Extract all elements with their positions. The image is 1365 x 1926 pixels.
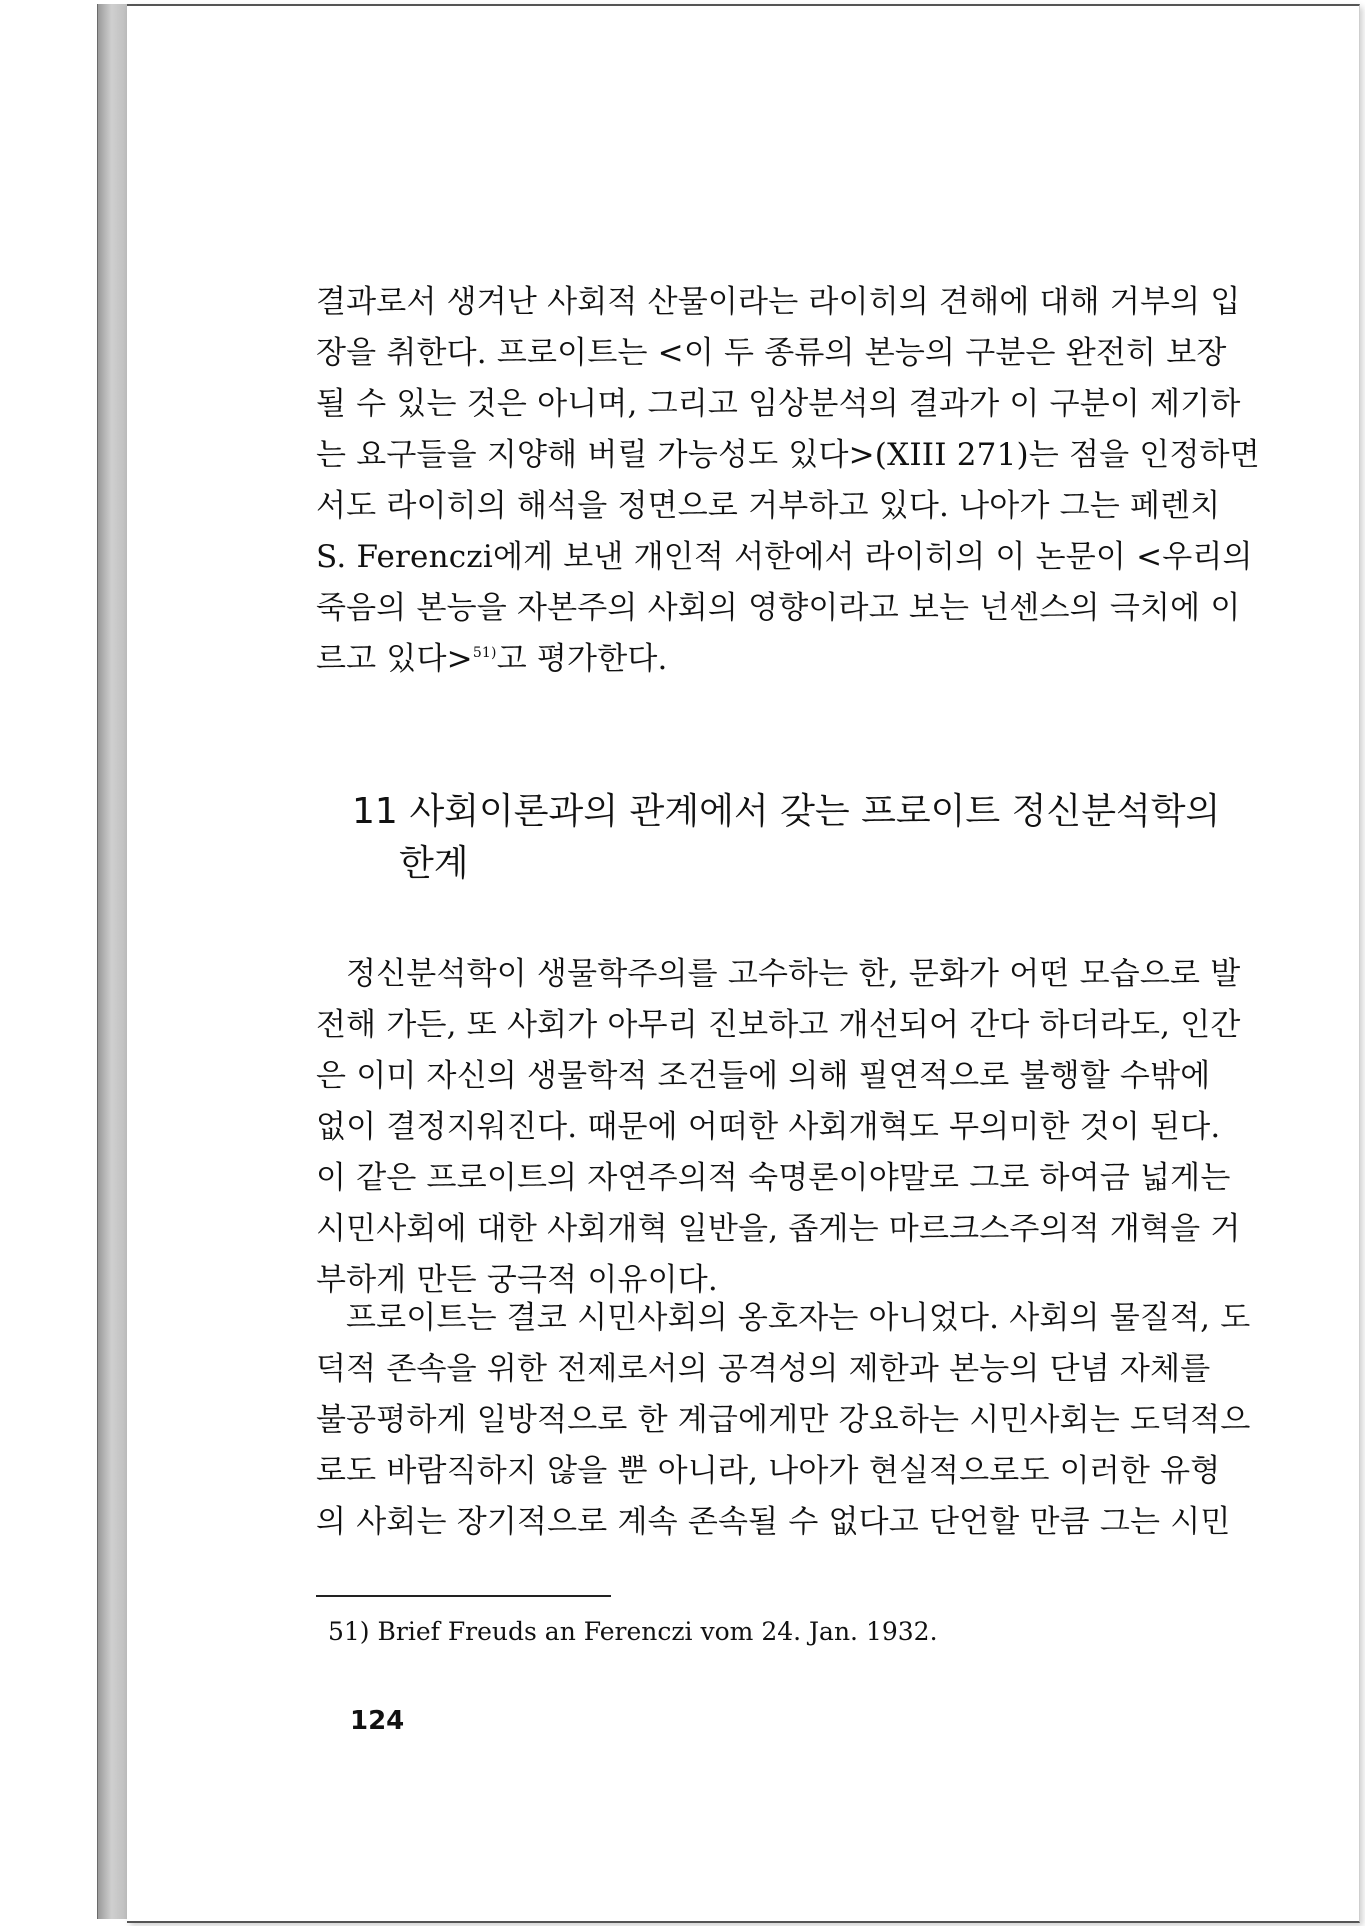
text-line: 될 수 있는 것은 아니며, 그리고 임상분석의 결과가 이 구분이 제기하 — [316, 386, 1241, 422]
text-line: 정신분석학이 생물학주의를 고수하는 한, 문화가 어떤 모습으로 발 — [346, 956, 1241, 992]
text-line: 서도 라이히의 해석을 정면으로 거부하고 있다. 나아가 그는 페렌치 — [316, 488, 1221, 524]
section-title-line-1: 사회이론과의 관계에서 갖는 프로이트 정신분석학의 — [409, 791, 1221, 832]
body-paragraph-1 — [316, 277, 1260, 685]
text-line: S. Ferenczi에게 보낸 개인적 서한에서 라이히의 이 논문이 <우리의 — [316, 539, 1253, 575]
book-spine-edge — [97, 4, 129, 1919]
page-number: 124 — [350, 1706, 405, 1736]
text-line: 는 요구들을 지양해 버릴 가능성도 있다>(XIII 271)는 점을 인정하면 — [316, 437, 1260, 473]
text-line: 로도 바람직하지 않을 뿐 아니라, 나아가 현실적으로도 이러한 유형 — [316, 1453, 1221, 1489]
text-line: 의 사회는 장기적으로 계속 존속될 수 없다고 단언할 만큼 그는 시민 — [316, 1504, 1231, 1540]
section-title-line-2: 한계 — [399, 843, 469, 884]
text-line: 불공평하게 일방적으로 한 계급에게만 강요하는 시민사회는 도덕적으 — [316, 1402, 1251, 1438]
footnote-reference: 51) — [472, 645, 497, 661]
text-line: 부하게 만든 궁극적 이유이다. — [316, 1262, 718, 1298]
body-paragraph-2 — [316, 949, 1241, 1306]
text-line: 전해 가든, 또 사회가 아무리 진보하고 개선되어 간다 하더라도, 인간 — [316, 1007, 1241, 1043]
footnote-divider — [316, 1595, 611, 1597]
section-number: 11 — [352, 791, 398, 832]
text-line: 이 같은 프로이트의 자연주의적 숙명론이야말로 그로 하여금 넓게는 — [316, 1160, 1231, 1196]
section-heading — [352, 786, 1221, 890]
footnote: 51) Brief Freuds an Ferenczi vom 24. Jan. 1932. — [328, 1617, 938, 1646]
text-line: 덕적 존속을 위한 전제로서의 공격성의 제한과 본능의 단념 자체를 — [316, 1351, 1211, 1387]
text-fragment: 고 평가한다. — [496, 641, 668, 677]
text-fragment: 르고 있다> — [316, 641, 473, 677]
body-paragraph-3 — [316, 1293, 1251, 1548]
text-line: 장을 취한다. 프로이트는 <이 두 종류의 본능의 구분은 완전히 보장 — [316, 335, 1227, 371]
text-line-with-footnote-ref — [316, 634, 1206, 685]
text-line: 프로이트는 결코 시민사회의 옹호자는 아니었다. 사회의 물질적, 도 — [346, 1300, 1251, 1336]
text-line: 결과로서 생겨난 사회적 산물이라는 라이히의 견해에 대해 거부의 입 — [316, 284, 1241, 320]
text-line: 은 이미 자신의 생물학적 조건들에 의해 필연적으로 불행할 수밖에 — [316, 1058, 1211, 1094]
text-line: 없이 결정지워진다. 때문에 어떠한 사회개혁도 무의미한 것이 된다. — [316, 1109, 1221, 1145]
text-line: 죽음의 본능을 자본주의 사회의 영향이라고 보는 넌센스의 극치에 이 — [316, 590, 1241, 626]
text-line: 시민사회에 대한 사회개혁 일반을, 좁게는 마르크스주의적 개혁을 거 — [316, 1211, 1241, 1247]
